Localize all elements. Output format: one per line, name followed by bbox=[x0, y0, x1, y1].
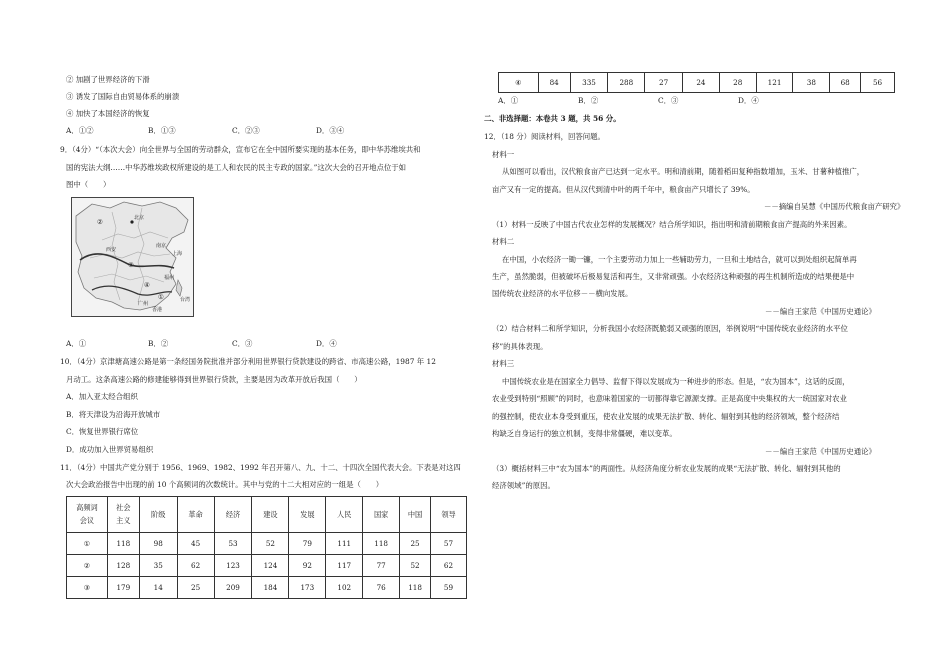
q9-line-2: 国的宪法大纲……中华苏维埃政权所建设的是工人和农民的民主专政的国家。”这次大会的召开地点位于如 bbox=[66, 163, 407, 172]
table-cell: 45 bbox=[177, 533, 214, 555]
china-map-figure bbox=[71, 197, 194, 317]
table-cell: 118 bbox=[107, 533, 139, 555]
map-place-fuzhou: 福州 bbox=[164, 275, 175, 281]
table-cell: 118 bbox=[400, 577, 431, 599]
material-1-source: －－摘编自吴慧《中国历代粮食亩产研究》 bbox=[764, 202, 905, 211]
table-cell: 52 bbox=[400, 555, 431, 577]
table-row bbox=[67, 577, 467, 599]
table-cell: 59 bbox=[431, 577, 467, 599]
sub-question-2-line-2: 移”的具体表现。 bbox=[492, 342, 548, 351]
table-row bbox=[67, 533, 467, 555]
table-row bbox=[67, 555, 467, 577]
map-marker-2: ② bbox=[97, 218, 103, 226]
map-marker-1: ① bbox=[158, 293, 164, 301]
table-cell: 98 bbox=[139, 533, 177, 555]
table-cell: 62 bbox=[177, 555, 214, 577]
table-cell: 62 bbox=[431, 555, 467, 577]
map-place-nanjing: 南京 bbox=[156, 243, 167, 249]
q10-option-c[interactable]: C．恢复世界银行席位 bbox=[66, 427, 139, 436]
q8-choice-c[interactable]: C．②③ bbox=[232, 126, 260, 135]
map-place-taiwan: 台湾 bbox=[180, 297, 191, 303]
q11-choice-a[interactable]: A．① bbox=[498, 96, 519, 105]
table-cell: 173 bbox=[289, 577, 326, 599]
q10-line-2: 月动工。这条高速公路的修建能够得到世界银行贷款，主要是因为改革开放后我国（ ） bbox=[66, 375, 362, 384]
q11-choice-b[interactable]: B．② bbox=[578, 96, 599, 105]
table-cell: 209 bbox=[214, 577, 252, 599]
table-cell: 24 bbox=[683, 73, 720, 93]
material-1-line-2: 亩产又有一定的提高。但从汉代到清中叶的两千年中，粮食亩产只增长了 39%。 bbox=[492, 185, 755, 194]
table-cell: 35 bbox=[139, 555, 177, 577]
map-place-beijing: 北京 bbox=[134, 215, 145, 221]
table-cell: 27 bbox=[645, 73, 683, 93]
q10-option-a[interactable]: A．加入亚太经合组织 bbox=[66, 392, 138, 401]
map-place-shanghai: 上海 bbox=[172, 251, 183, 257]
table-cell: 25 bbox=[400, 533, 431, 555]
material-3-title: 材料三 bbox=[492, 359, 515, 368]
table-header-row bbox=[67, 497, 467, 533]
q9-line-1: 9．（4分）“（本次大会）向全世界与全国的劳动群众，宣布它在全中国所要实现的基本任务，即中华苏维埃共和 bbox=[60, 145, 421, 154]
table-cell: 123 bbox=[214, 555, 252, 577]
table-cell: 53 bbox=[214, 533, 252, 555]
table-cell: 38 bbox=[793, 73, 830, 93]
table-cell: 184 bbox=[252, 577, 289, 599]
table-row-label: ④ bbox=[499, 73, 539, 93]
material-2-line-1: 在中国，小农经济一锄一镰，一个主要劳动力加上一些辅助劳力，一旦和土地结合，就可以到处组织起简单再 bbox=[502, 255, 857, 264]
table-row-label: ② bbox=[67, 555, 108, 577]
table-cell: 179 bbox=[107, 577, 139, 599]
sub-question-3-line-2: 经济领域”的原因。 bbox=[492, 481, 555, 490]
table-row bbox=[499, 73, 895, 93]
table-cell: 121 bbox=[756, 73, 793, 93]
table-row-label: ③ bbox=[67, 577, 108, 599]
table-cell: 124 bbox=[252, 555, 289, 577]
table-cell: 57 bbox=[431, 533, 467, 555]
table-cell: 128 bbox=[107, 555, 139, 577]
table-cell: 79 bbox=[289, 533, 326, 555]
table-cell: 28 bbox=[719, 73, 756, 93]
table-cell: 14 bbox=[139, 577, 177, 599]
table-cell: 288 bbox=[608, 73, 645, 93]
frequency-table-continued bbox=[498, 72, 895, 93]
q10-option-d[interactable]: D．成功加入世界贸易组织 bbox=[66, 445, 154, 454]
q9-choice-a[interactable]: A．① bbox=[66, 339, 87, 348]
china-map-drawing bbox=[72, 198, 193, 316]
material-3-line-2: 农业受到特别“照顾”的同时，也意味着国家的一切都得靠它源源支撑。正是高度中央集权的大一统国家对农业 bbox=[492, 394, 847, 403]
q10-line-1: 10．（4分）京津塘高速公路是第一条经国务院批准并部分利用世界银行贷款建设的跨省、市高速公路，1987 年 12 bbox=[60, 357, 436, 366]
table-cell: 77 bbox=[363, 555, 400, 577]
material-3-line-4: 构缺乏自身运行的独立机制，变得非常僵硬，难以变革。 bbox=[492, 429, 677, 438]
map-place-xian: 西安 bbox=[106, 247, 117, 253]
table-header-cell: 中国 bbox=[400, 497, 431, 533]
table-cell: 52 bbox=[252, 533, 289, 555]
frequency-table bbox=[66, 496, 467, 599]
table-header-cell: 社会 主义 bbox=[107, 497, 139, 533]
table-cell: 84 bbox=[538, 73, 570, 93]
table-header-cell: 国家 bbox=[363, 497, 400, 533]
material-2-source: －－编自王家范《中国历史通论》 bbox=[765, 307, 876, 316]
q8-option-3: ③ 诱发了国际自由贸易体系的崩溃 bbox=[66, 92, 180, 101]
table-cell: 56 bbox=[861, 73, 895, 93]
table-header-cell: 革命 bbox=[177, 497, 214, 533]
q11-line-2: 次大会政治报告中出现的前 10 个高频词的次数统计。其中与党的十二大相对应的一组是（ ） bbox=[66, 480, 384, 489]
table-header-cell: 发展 bbox=[289, 497, 326, 533]
map-marker-4: ④ bbox=[144, 281, 150, 289]
table-cell: 111 bbox=[326, 533, 363, 555]
sub-question-2-line-1: （2）结合材料二和所学知识，分析我国小农经济既脆弱又顽强的原因，举例说明“中国传统农业经济的水平位 bbox=[492, 324, 848, 333]
q11-choice-d[interactable]: D．④ bbox=[738, 96, 759, 105]
table-header-cell: 阶级 bbox=[139, 497, 177, 533]
table-cell: 118 bbox=[363, 533, 400, 555]
table-cell: 335 bbox=[570, 73, 608, 93]
table-cell: 92 bbox=[289, 555, 326, 577]
map-marker-3: ③ bbox=[128, 261, 134, 269]
q9-choice-d[interactable]: D．④ bbox=[316, 339, 337, 348]
q9-choice-b[interactable]: B．② bbox=[148, 339, 169, 348]
table-header-cell: 建设 bbox=[252, 497, 289, 533]
sub-question-3-line-1: （3）概括材料三中“农为国本”的两面性。从经济角度分析农业发展的成果“无法扩散、转化、辐射到其他的 bbox=[492, 464, 841, 473]
q8-option-4: ④ 加快了本国经济的恢复 bbox=[66, 109, 150, 118]
map-place-guangzhou: 广州 bbox=[138, 301, 149, 307]
material-3-line-3: 的强控制，使农业本身受到重压，使农业发展的成果无法扩散、转化、辐射到其他的经济领域，整个经济结 bbox=[492, 412, 840, 421]
map-place-hongkong: 香港 bbox=[152, 307, 163, 313]
q9-line-3: 图中（ ） bbox=[66, 180, 111, 189]
material-3-line-1: 中国传统农业是在国家全力倡导、监督下得以发展成为一种进步的形态。但是，“农为国本”，这话的反面， bbox=[502, 377, 850, 386]
table-cell: 76 bbox=[363, 577, 400, 599]
q10-option-b[interactable]: B．将天津设为沿海开放城市 bbox=[66, 410, 161, 419]
table-header-cell: 经济 bbox=[214, 497, 252, 533]
q11-choice-c[interactable]: C．③ bbox=[658, 96, 679, 105]
table-cell: 68 bbox=[830, 73, 861, 93]
table-header-cell: 高频词 会议 bbox=[67, 497, 108, 533]
table-row-label: ① bbox=[67, 533, 108, 555]
table-cell: 117 bbox=[326, 555, 363, 577]
material-1-title: 材料一 bbox=[492, 150, 515, 159]
q8-choice-d[interactable]: D．③④ bbox=[316, 126, 345, 135]
material-2-line-3: 国传统农业经济的水平位移－－横向发展。 bbox=[492, 289, 633, 298]
table-cell: 102 bbox=[326, 577, 363, 599]
q8-option-2: ② 加剧了世界经济的下滑 bbox=[66, 75, 150, 84]
material-3-source: －－编自王家范《中国历史通论》 bbox=[765, 447, 876, 456]
sub-question-1: （1）材料一反映了中国古代农业怎样的发展概况？结合所学知识，指出明和清前期粮食亩产提高的外来因素。 bbox=[492, 220, 852, 229]
q11-line-1: 11．（4分）中国共产党分别于 1956、1969、1982、1992 年召开第八、九、十二、十四次全国代表大会。下表是对这四 bbox=[60, 463, 461, 472]
q12-prompt: 12．（18 分）阅读材料，回答问题。 bbox=[484, 132, 605, 141]
section-heading-nonchoice: 二、非选择题：本卷共 3 题，共 56 分。 bbox=[484, 114, 621, 123]
q8-choice-b[interactable]: B．①③ bbox=[148, 126, 176, 135]
table-header-cell: 人民 bbox=[326, 497, 363, 533]
material-2-title: 材料二 bbox=[492, 237, 515, 246]
table-cell: 25 bbox=[177, 577, 214, 599]
material-2-line-2: 生产，虽然脆弱，但被破坏后极易复活和再生，又非常顽强。小农经济这种顽强的再生机制所造成的结果便是中 bbox=[492, 272, 855, 281]
q9-choice-c[interactable]: C．③ bbox=[232, 339, 253, 348]
table-header-cell: 领导 bbox=[431, 497, 467, 533]
material-1-line-1: 从如图可以看出，汉代粮食亩产已达到一定水平。明和清前期，随着稻田复种指数增加，玉米、甘薯种植推广， bbox=[502, 167, 865, 176]
q8-choice-a[interactable]: A．①② bbox=[66, 126, 94, 135]
